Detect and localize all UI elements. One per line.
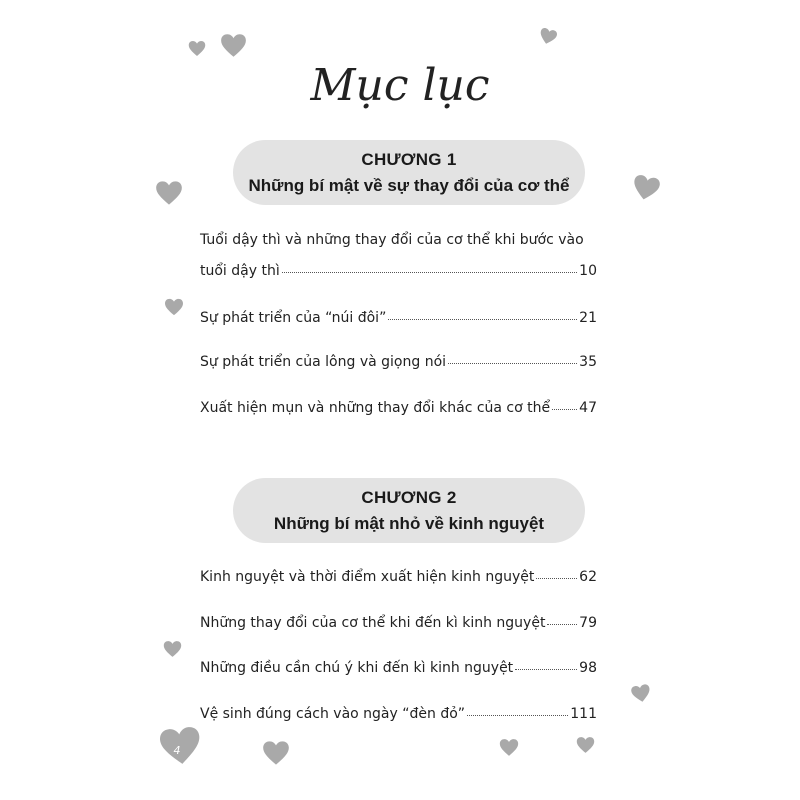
- toc-entry-label: Những điều cần chú ý khi đến kì kinh nguyệt: [200, 660, 514, 676]
- heart-icon: [630, 172, 663, 203]
- toc-entry[interactable]: [200, 354, 597, 370]
- heart-icon: [163, 640, 182, 658]
- toc-entry[interactable]: [200, 569, 597, 585]
- dot-leader: [552, 408, 577, 410]
- heart-icon: [155, 180, 183, 206]
- dot-leader: [467, 714, 568, 716]
- heart-icon: [164, 298, 184, 316]
- toc-entry-label: Vệ sinh đúng cách vào ngày “đèn đỏ”: [200, 706, 466, 722]
- toc-entry[interactable]: [200, 660, 597, 676]
- heart-icon: [630, 682, 653, 704]
- dot-leader: [536, 577, 577, 579]
- dot-leader: [282, 271, 577, 273]
- heart-icon: [188, 40, 206, 57]
- dot-leader: [448, 362, 577, 364]
- toc-entry-page: 111: [570, 706, 597, 722]
- toc-entry[interactable]: [200, 310, 597, 326]
- dot-leader: [515, 668, 577, 670]
- chapter-name: Những bí mật nhỏ về kinh nguyệt: [273, 514, 545, 533]
- dot-leader: [388, 318, 577, 320]
- toc-entry[interactable]: [200, 706, 597, 722]
- heart-icon: [537, 26, 559, 47]
- page-number: 4: [173, 744, 181, 757]
- toc-entry-line1: Tuổi dậy thì và những thay đổi của cơ thể khi bước vào: [200, 232, 584, 248]
- toc-entry-page: 47: [579, 400, 597, 416]
- chapter-1-box: [233, 140, 585, 205]
- page-title: Mục lục: [310, 60, 490, 111]
- chapter-number: CHƯƠNG 1: [361, 150, 457, 169]
- toc-entry-page: 62: [579, 569, 597, 585]
- toc-entry-page: 35: [579, 354, 597, 370]
- toc-entry-label: Sự phát triển của “núi đôi”: [200, 310, 387, 326]
- toc-entry-page: 10: [579, 263, 597, 279]
- toc-entry-label: Xuất hiện mụn và những thay đổi khác của cơ thể: [200, 400, 551, 416]
- heart-icon: [499, 738, 519, 757]
- toc-entry-label: Sự phát triển của lông và giọng nói: [200, 354, 447, 370]
- heart-icon: [576, 736, 595, 754]
- chapter-name: Những bí mật về sự thay đổi của cơ thể: [248, 176, 570, 195]
- dot-leader: [547, 623, 577, 625]
- heart-icon: [220, 33, 247, 58]
- toc-entry-page: 98: [579, 660, 597, 676]
- toc-entry-label: tuổi dậy thì: [200, 263, 280, 279]
- toc-entry[interactable]: [200, 615, 597, 631]
- toc-entry[interactable]: [200, 400, 597, 416]
- toc-entry[interactable]: [200, 263, 597, 279]
- toc-entry-label: Những thay đổi của cơ thể khi đến kì kinh nguyệt: [200, 615, 546, 631]
- toc-entry-label: Kinh nguyệt và thời điểm xuất hiện kinh nguyệt: [200, 569, 535, 585]
- chapter-number: CHƯƠNG 2: [361, 488, 457, 507]
- toc-entry-page: 79: [579, 615, 597, 631]
- heart-icon: [262, 740, 290, 766]
- chapter-2-box: [233, 478, 585, 543]
- toc-entry-page: 21: [579, 310, 597, 326]
